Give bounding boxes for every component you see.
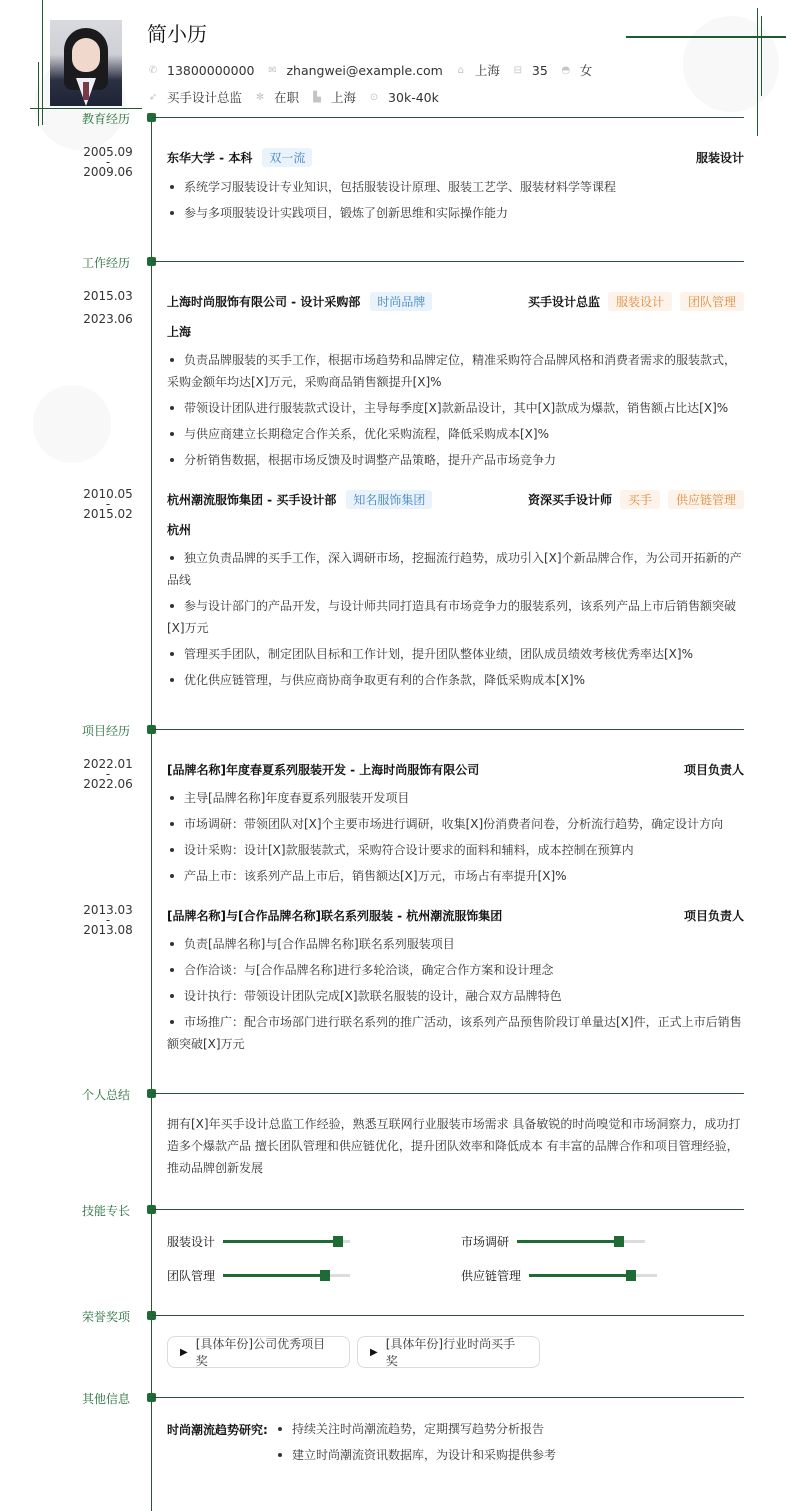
play-triangle-icon: ▶ [370, 1346, 378, 1358]
major: 服装设计 [695, 151, 744, 165]
gender-icon: ◓ [561, 64, 571, 76]
work-header [167, 292, 744, 311]
work-header [167, 490, 744, 509]
decor-line [30, 108, 142, 109]
education-date: 2005.09 - 2009.06 [83, 145, 133, 179]
section-title-projects: 项目经历 [82, 724, 131, 738]
skill-bar [223, 1274, 350, 1277]
list-item: 合作洽谈：与[合作品牌名称]进行多轮洽谈，确定合作方案和设计理念 [167, 959, 747, 981]
work-date: 2010.05 - 2015.02 [83, 487, 133, 521]
project-date: 2013.03 - 2013.08 [83, 903, 133, 937]
project-role: 项目负责人 [683, 763, 744, 777]
role-tag: 供应链管理 [668, 490, 744, 509]
skill-item [461, 1233, 645, 1250]
intent-position: ➶ 买手设计总监 [148, 90, 243, 105]
company-tag: 知名服饰集团 [346, 490, 432, 509]
candidate-name: 简小历 [147, 22, 207, 46]
work-city: 上海 [167, 325, 192, 339]
job-title: 买手设计总监 [527, 295, 600, 309]
list-item: 市场推广：配合市场部门进行联名系列的推广活动，该系列产品预售阶段订单量达[X]件，正式上市后销售额突破[X]万元 [167, 1011, 747, 1055]
skill-name: 市场调研 [461, 1235, 510, 1249]
skill-name: 供应链管理 [461, 1269, 522, 1283]
project-header [167, 761, 744, 778]
school-tag: 双一流 [262, 148, 312, 167]
section-divider [152, 729, 744, 730]
education-bullets [167, 176, 747, 228]
other-label: 时尚潮流趋势研究: [167, 1423, 268, 1437]
list-item: 分析销售数据，根据市场反馈及时调整产品策略，提升产品市场竞争力 [167, 449, 747, 471]
intent-row [147, 88, 451, 106]
section-divider [152, 1209, 744, 1210]
section-divider [152, 117, 744, 118]
skill-item [167, 1267, 350, 1284]
education-header [167, 148, 744, 167]
avatar-photo [50, 20, 122, 106]
work-date: 2015.03 2023.06 [83, 289, 133, 326]
section-divider [152, 261, 744, 262]
intent-salary: ⊙ 30k-40k [369, 89, 439, 105]
role-tag: 服装设计 [608, 292, 672, 311]
project-name: [品牌名称]年度春夏系列服装开发 - 上海时尚服饰有限公司 [167, 763, 480, 777]
section-title-skills: 技能专长 [82, 1204, 131, 1218]
list-item: 优化供应链管理，与供应商协商争取更有利的合作条款，降低采购成本[X]% [167, 669, 747, 691]
list-item: 建立时尚潮流资讯数据库，为设计和采购提供参考 [276, 1443, 556, 1467]
list-item: 管理买手团队，制定团队目标和工作计划，提升团队整体业绩，团队成员绩效考核优秀率达[X]% [167, 643, 747, 665]
list-item: 设计采购：设计[X]款服装款式，采购符合设计要求的面料和辅料，成本控制在预算内 [167, 839, 747, 861]
skill-knob [320, 1270, 330, 1281]
list-item: 负责[品牌名称]与[合作品牌名称]联名系列服装项目 [167, 933, 747, 955]
skill-bar [529, 1274, 657, 1277]
summary-text: 拥有[X]年买手设计总监工作经验，熟悉互联网行业服装市场需求 具备敏锐的时尚嗅觉和市场洞察力，成功打造多个爆款产品 擅长团队管理和供应链优化，提升团队效率和降低成本 有丰富的品牌合作和项目管理经验，推动品牌创新发展 [167, 1117, 741, 1175]
company-name: 上海时尚服饰有限公司 - 设计采购部 [167, 295, 361, 309]
send-icon: ➶ [148, 91, 158, 103]
role-tag: 团队管理 [680, 292, 744, 311]
project-bullets [167, 933, 747, 1059]
skill-knob [614, 1236, 624, 1247]
list-item: 独立负责品牌的买手工作，深入调研市场，挖掘流行趋势，成功引入[X]个新品牌合作，为公司开拓新的产品线 [167, 547, 747, 591]
work-bullets [167, 547, 747, 695]
section-title-other: 其他信息 [82, 1392, 131, 1406]
decor-line [626, 36, 786, 38]
decor-line [42, 0, 43, 125]
project-name: [品牌名称]与[合作品牌名称]联名系列服装 - 杭州潮流服饰集团 [167, 909, 503, 923]
contact-phone: ✆ 13800000000 [148, 62, 255, 78]
decor-circle-top-right [683, 16, 779, 112]
building-icon: ▙ [313, 91, 321, 103]
salary-icon: ⊙ [369, 91, 379, 103]
phone-icon: ✆ [148, 64, 158, 76]
other-list [276, 1417, 556, 1469]
age-icon: ⊟ [513, 64, 523, 76]
skill-bar [517, 1240, 645, 1243]
status-icon: ✻ [255, 91, 265, 103]
list-item: 系统学习服装设计专业知识，包括服装设计原理、服装工艺学、服装材料学等课程 [167, 176, 747, 198]
list-item: 设计执行：带领设计团队完成[X]款联名服装的设计，融合双方品牌特色 [167, 985, 747, 1007]
list-item: 产品上市：该系列产品上市后，销售额达[X]万元，市场占有率提升[X]% [167, 865, 747, 887]
intent-city: ▙ 上海 [311, 88, 356, 106]
contact-age: ⊟ 35 [513, 62, 548, 78]
list-item: 负责品牌服装的买手工作，根据市场趋势和品牌定位，精准采购符合品牌风格和消费者需求的服装款式，采购金额年均达[X]万元，采购商品销售额提升[X]% [167, 349, 747, 393]
skill-bar [223, 1240, 350, 1243]
section-divider [152, 1397, 744, 1398]
job-title: 资深买手设计师 [527, 493, 612, 507]
contact-email: ✉ zhangwei@example.com [268, 62, 443, 78]
project-date: 2022.01 - 2022.06 [83, 757, 133, 791]
list-item: 带领设计团队进行服装款式设计，主导每季度[X]款新品设计，其中[X]款成为爆款，销售额占比达[X]% [167, 397, 747, 419]
work-city: 杭州 [167, 523, 192, 537]
skill-name: 团队管理 [167, 1269, 216, 1283]
award-badge: ▶ [具体年份]行业时尚买手奖 [357, 1336, 540, 1368]
contact-gender: ◓ 女 [561, 63, 593, 78]
list-item: 与供应商建立长期稳定合作关系，优化采购流程，降低采购成本[X]% [167, 423, 747, 445]
project-role: 项目负责人 [683, 909, 744, 923]
decor-circle-left [33, 385, 111, 463]
play-triangle-icon: ▶ [180, 1346, 188, 1358]
school-name: 东华大学 - 本科 [167, 151, 253, 165]
project-bullets [167, 787, 747, 891]
decor-line [761, 16, 762, 96]
contact-row [147, 61, 604, 79]
company-name: 杭州潮流服饰集团 - 买手设计部 [167, 493, 337, 507]
timeline-line [151, 118, 152, 1511]
project-header [167, 907, 744, 924]
list-item: 市场调研：带领团队对[X]个主要市场进行调研，收集[X]份消费者问卷，分析流行趋势，确定设计方向 [167, 813, 747, 835]
section-title-summary: 个人总结 [82, 1088, 131, 1102]
list-item: 参与多项服装设计实践项目，锻炼了创新思维和实际操作能力 [167, 202, 747, 224]
skill-item [461, 1267, 657, 1284]
list-item: 持续关注时尚潮流趋势，定期撰写趋势分析报告 [276, 1417, 556, 1441]
skill-name: 服装设计 [167, 1235, 216, 1249]
work-bullets [167, 349, 747, 475]
list-item: 参与设计部门的产品开发，与设计师共同打造具有市场竞争力的服装系列，该系列产品上市后销售额突破[X]万元 [167, 595, 747, 639]
decor-line [757, 8, 758, 136]
section-title-awards: 荣誉奖项 [82, 1310, 131, 1324]
skill-knob [626, 1270, 636, 1281]
section-title-work: 工作经历 [82, 256, 131, 270]
section-divider [152, 1315, 744, 1316]
company-tag: 时尚品牌 [370, 292, 432, 311]
skill-item [167, 1233, 350, 1250]
role-tag: 买手 [620, 490, 660, 509]
award-badge: ▶ [具体年份]公司优秀项目奖 [167, 1336, 350, 1368]
section-divider [152, 1093, 744, 1094]
list-item: 主导[品牌名称]年度春夏系列服装开发项目 [167, 787, 747, 809]
skill-knob [333, 1236, 343, 1247]
contact-city: ⌂ 上海 [455, 61, 500, 79]
section-title-education: 教育经历 [82, 112, 131, 126]
home-icon: ⌂ [457, 64, 465, 76]
decor-line [38, 62, 39, 126]
intent-status: ✻ 在职 [255, 90, 300, 105]
mail-icon: ✉ [268, 64, 277, 76]
